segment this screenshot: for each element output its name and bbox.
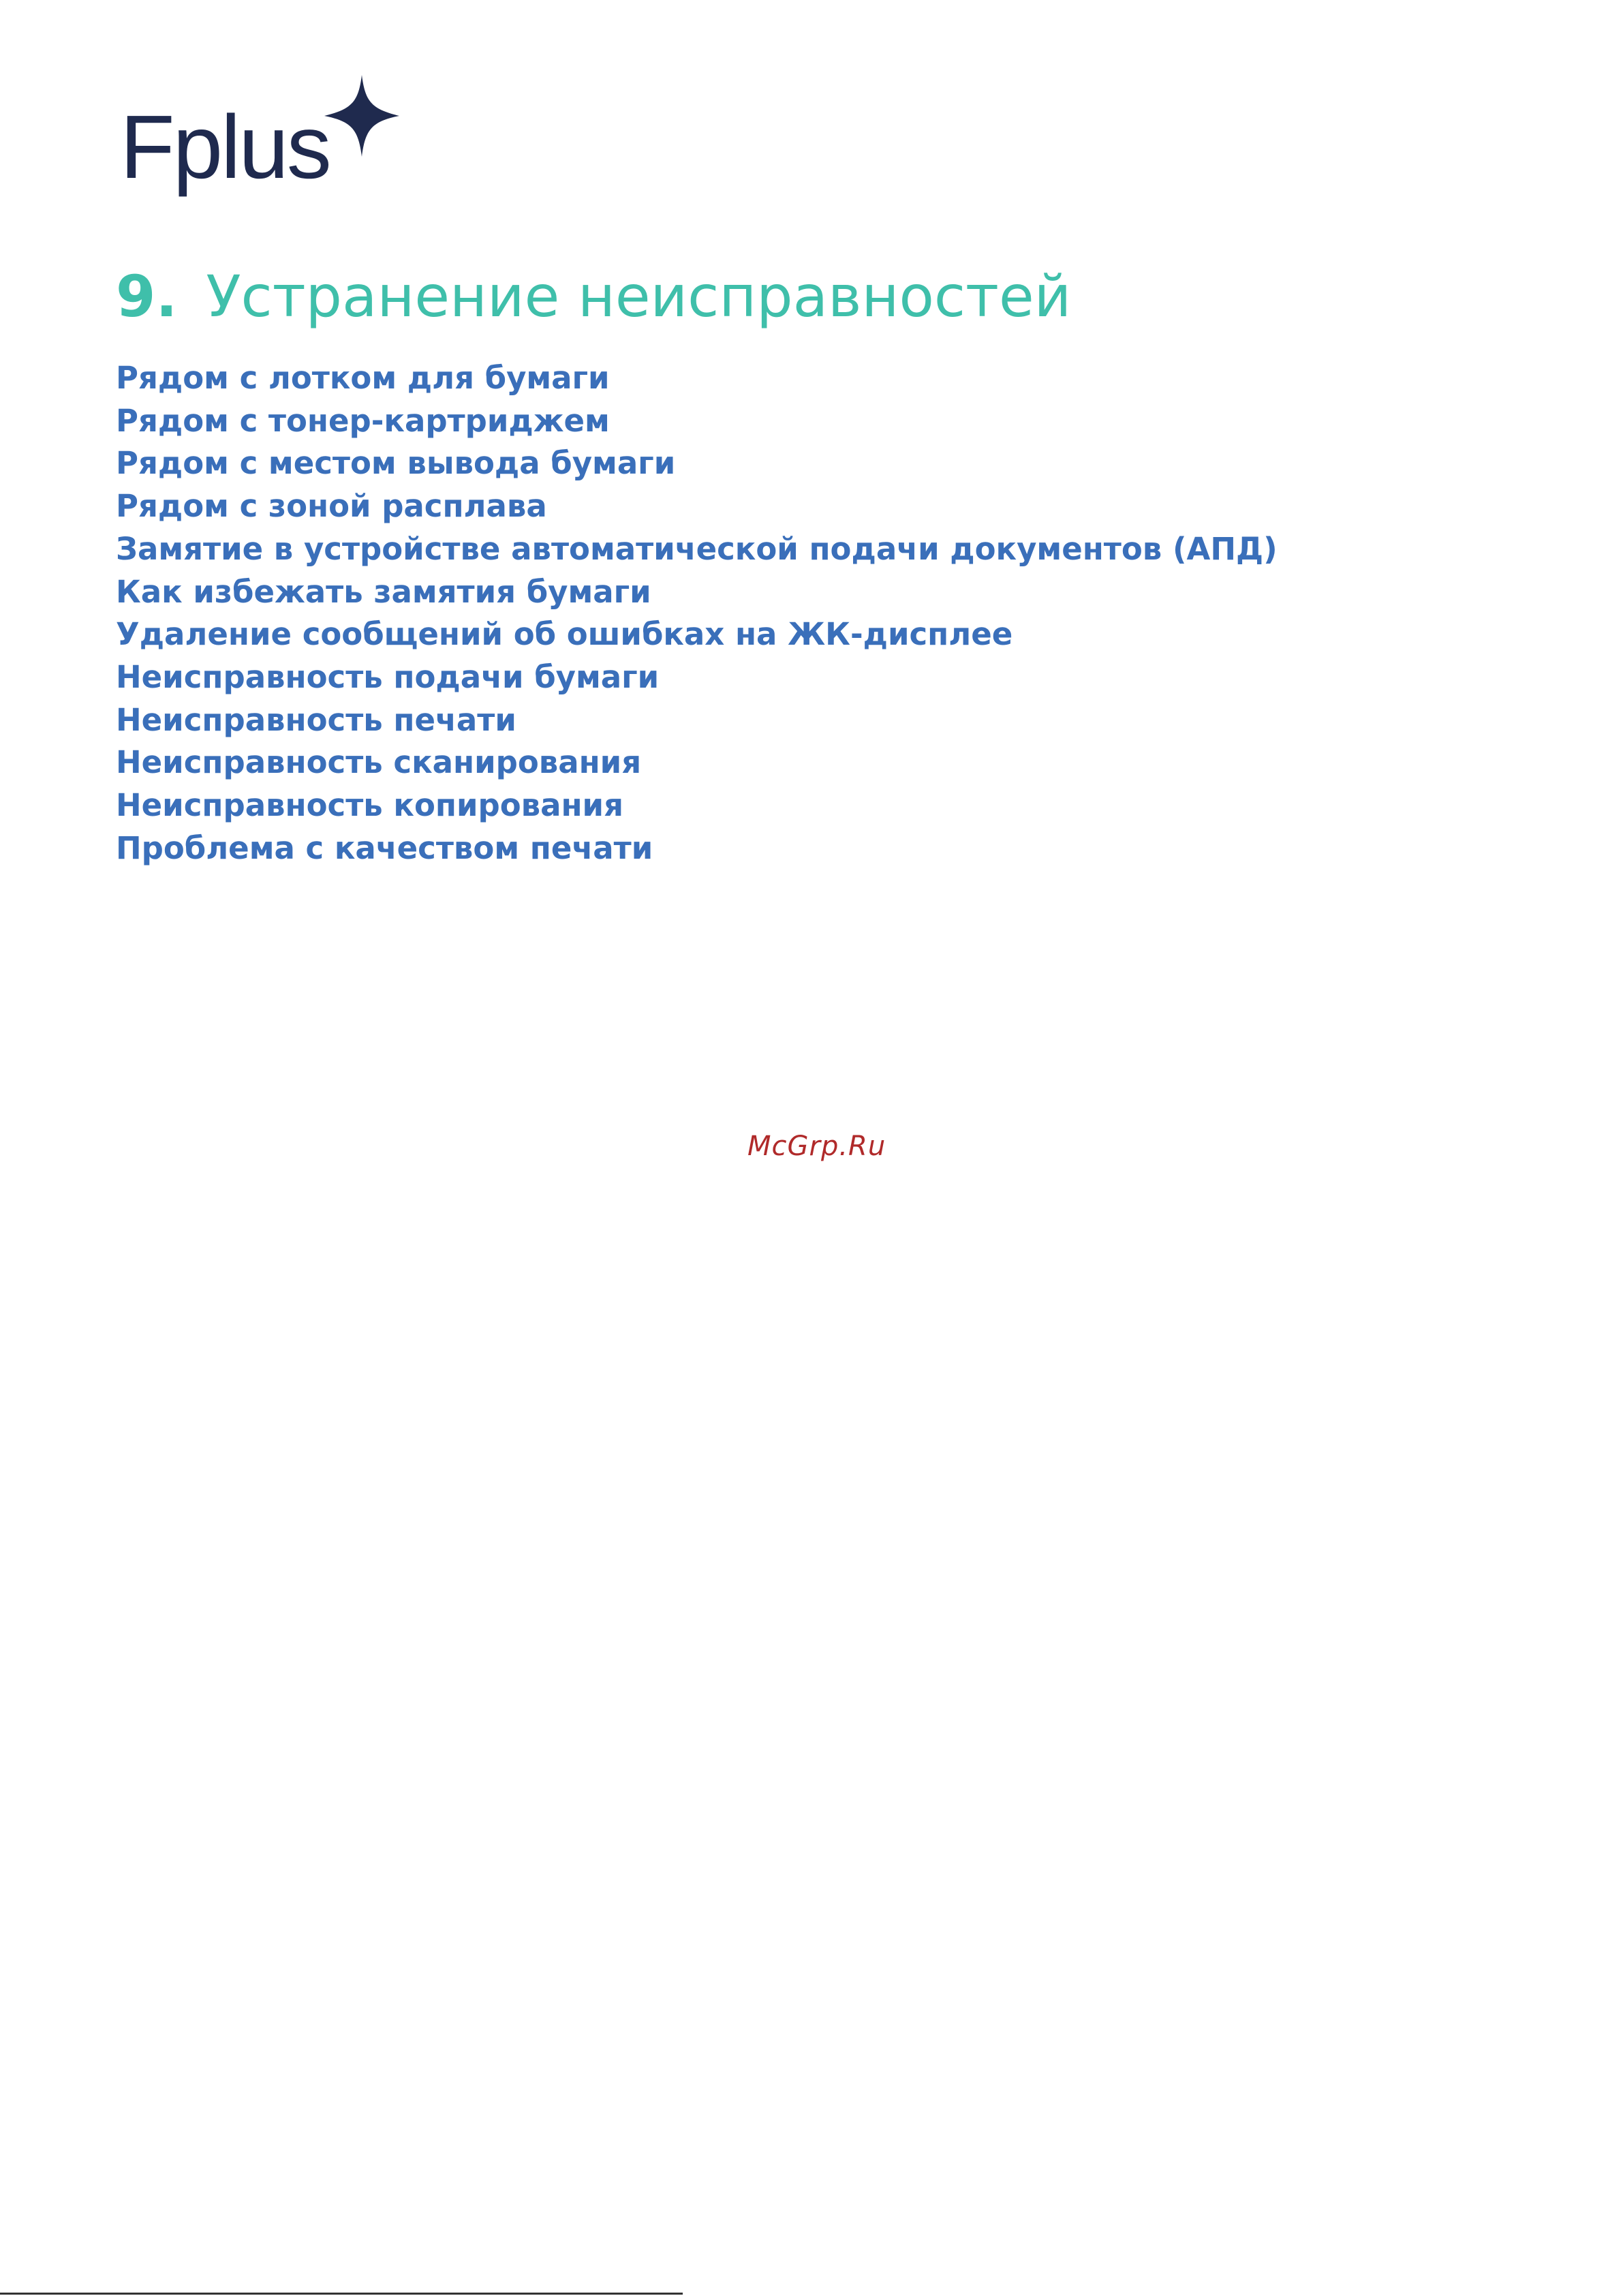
toc-link-fuser-area[interactable]: Рядом с зоной расплава [116,488,547,525]
brand-logo [120,75,399,198]
toc-link-print-quality[interactable]: Проблема с качеством печати [116,829,653,866]
logo-wordmark: Fplus [120,97,330,197]
chapter-title-text: Устранение неисправностей [206,263,1072,330]
toc-link-adf-jam[interactable]: Замятие в устройстве автоматической подачи документов (АПД) [116,530,1278,567]
table-of-contents [116,357,1278,870]
toc-link-avoid-jam[interactable]: Как избежать замятия бумаги [116,573,651,610]
chapter-number: 9. [116,263,178,330]
toc-link-toner-cartridge[interactable]: Рядом с тонер-картриджем [116,402,610,439]
chapter-title [116,259,1071,334]
toc-link-lcd-errors[interactable]: Удаление сообщений об ошибках на ЖК-дисплее [116,616,1013,653]
toc-link-copying[interactable]: Неисправность копирования [116,787,623,824]
toc-link-paper-output[interactable]: Рядом с местом вывода бумаги [116,445,676,482]
footer-divider [0,2293,683,2295]
toc-link-paper-tray[interactable]: Рядом с лотком для бумаги [116,360,610,396]
watermark: McGrp.Ru [747,1131,886,1162]
toc-link-paper-feed[interactable]: Неисправность подачи бумаги [116,658,660,695]
toc-link-printing[interactable]: Неисправность печати [116,701,516,738]
toc-link-scanning[interactable]: Неисправность сканирования [116,744,642,781]
sparkle-star-icon [324,75,399,157]
